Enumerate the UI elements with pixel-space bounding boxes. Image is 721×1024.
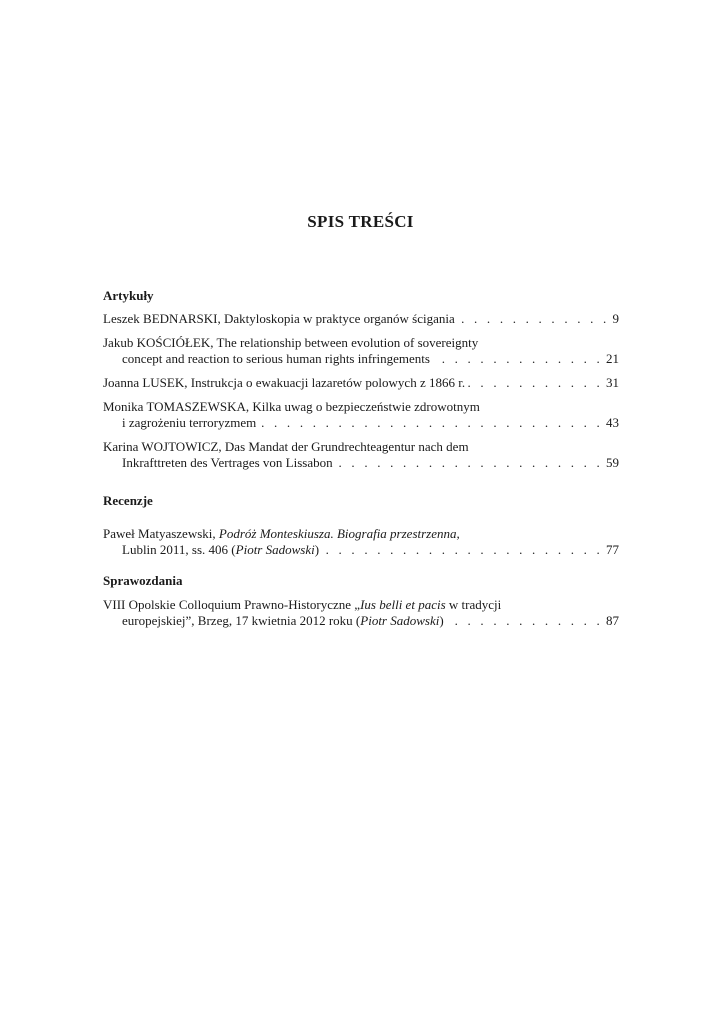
dot-leader [458, 311, 610, 327]
review-author: Paweł Matyaszewski, [103, 526, 216, 541]
entry-text: Monika TOMASZEWSKA, Kilka uwag o bezpieczeństwie zdrowotnym [103, 399, 480, 414]
dot-leader [259, 415, 603, 431]
entry-text-continued: europejskiej”, Brzeg, 17 kwietnia 2012 roku (Piotr Sadowski) [122, 613, 444, 628]
entry-text-continued: Lublin 2011, ss. 406 (Piotr Sadowski) [122, 542, 320, 557]
book-title: Podróż Monteskiusza. Biografia przestrzenna, [218, 526, 460, 541]
entry-text-continued: i zagrożeniu terroryzmem [122, 415, 257, 430]
dot-leader [468, 375, 603, 391]
toc-entry-wojtowicz[interactable] [103, 439, 619, 471]
page-number: 9 [612, 311, 619, 326]
dot-leader [336, 455, 603, 471]
dot-leader [433, 351, 603, 367]
page-number: 43 [606, 415, 619, 430]
section-heading-reports: Sprawozdania [103, 573, 183, 588]
entry-text: Joanna LUSEK, Instrukcja o ewakuacji lazaretów polowych z 1866 r. [103, 375, 466, 390]
page-number: 59 [606, 455, 619, 470]
entry-text: Karina WOJTOWICZ, Das Mandat der Grundrechteagentur nach dem [103, 439, 469, 454]
table-of-contents [103, 288, 619, 629]
entry-text: VIII Opolskie Colloquium Prawno-Historyczne „Ius belli et pacis w tradycji [103, 597, 502, 612]
entry-text: Jakub KOŚCIÓŁEK, The relationship between evolution of sovereignty [103, 335, 479, 350]
toc-entry-bednarski[interactable] [103, 311, 619, 327]
toc-entry-report[interactable] [103, 597, 619, 629]
dot-leader [447, 613, 603, 629]
section-heading-articles: Artykuły [103, 288, 154, 303]
entry-text-continued: Inkrafttreten des Vertrages von Lissabon [122, 455, 333, 470]
toc-entry-tomaszewska[interactable] [103, 399, 619, 431]
toc-entry-lusek[interactable] [103, 375, 619, 391]
reviewer-name: Piotr Sadowski [235, 542, 315, 557]
reporter-name: Piotr Sadowski [360, 613, 440, 628]
section-heading-reviews: Recenzje [103, 493, 153, 508]
toc-entry-koscielek[interactable] [103, 335, 619, 367]
latin-title: Ius belli et pacis [360, 597, 446, 612]
page-title: SPIS TREŚCI [307, 212, 414, 231]
page-number: 87 [606, 613, 619, 628]
entry-text-continued: concept and reaction to serious human rights infringements [122, 351, 430, 366]
page-number: 31 [606, 375, 619, 390]
toc-entry-review[interactable] [103, 526, 619, 558]
dot-leader [322, 542, 603, 558]
entry-text: Leszek BEDNARSKI, Daktyloskopia w praktyce organów ścigania [103, 311, 455, 326]
page-number: 21 [606, 351, 619, 366]
page-number: 77 [606, 542, 619, 557]
